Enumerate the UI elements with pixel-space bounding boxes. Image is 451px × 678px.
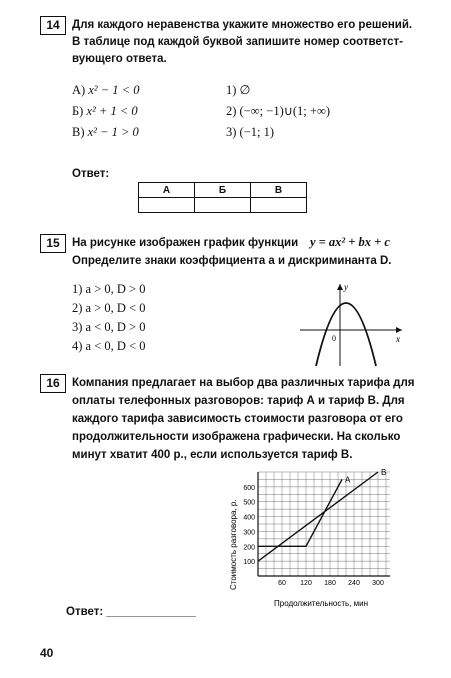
task-16-line1: Компания предлагает на выбор два различных тарифа для — [72, 377, 415, 389]
task-16-line2: оплаты телефонных разговоров: тариф А и тариф В. Для — [72, 395, 405, 407]
task-15-option-4: 4) a < 0, D < 0 — [72, 339, 146, 353]
chart-y-tick-label: 500 — [243, 499, 255, 507]
answer-option-1: 1) ∅ — [226, 83, 251, 97]
task-16-line3: каждого тарифа зависимость стоимости разговора от его — [72, 413, 403, 425]
graph-origin-label: 0 — [332, 334, 336, 343]
chart-grid — [258, 472, 390, 576]
answer-cell-a[interactable] — [139, 198, 195, 213]
chart-x-tick-label: 300 — [372, 580, 384, 587]
answer-option-2: 2) (−∞; −1)∪(1; +∞) — [226, 104, 331, 118]
task-14-text-line2: В таблице под каждой буквой запишите номер соответст- — [72, 36, 403, 48]
graph-x-label: x — [396, 334, 400, 344]
chart-x-tick-label: 180 — [324, 580, 336, 587]
answer-table-header-v: В — [251, 183, 307, 198]
page-number: 40 — [40, 646, 54, 660]
chart-y-axis-label: Стоимость разговора, р. — [229, 499, 238, 590]
chart-x-tick-label: 240 — [348, 580, 360, 587]
chart-x-tick-label: 60 — [278, 580, 286, 587]
chart-y-tick-label: 200 — [243, 544, 255, 552]
task-14-answer-label: Ответ: — [72, 168, 110, 180]
task-14-text-line1: Для каждого неравенства укажите множество его решений. — [72, 19, 413, 31]
graph-y-label: y — [344, 282, 348, 292]
task-16-number: 16 — [40, 374, 66, 393]
chart-y-tick-label: 400 — [243, 514, 255, 522]
inequality-a: А) x² − 1 < 0 — [72, 83, 140, 97]
chart-y-tick-label: 300 — [243, 529, 255, 537]
tariff-line-label-b: B — [381, 468, 387, 477]
answer-cell-b[interactable] — [195, 198, 251, 213]
chart-x-axis-label: Продолжительность, мин — [274, 599, 369, 608]
parabola-curve — [316, 303, 376, 366]
answer-table-header-b: Б — [195, 183, 251, 198]
y-axis-arrow-icon — [337, 284, 343, 290]
task-16-line4: продолжительности изображена графически. На сколько — [72, 431, 401, 443]
task-15-number: 15 — [40, 234, 66, 253]
inequality-v: В) x² − 1 > 0 — [72, 125, 139, 139]
chart-ticks — [243, 485, 384, 587]
task-14-text-line3: вующего ответа. — [72, 53, 167, 65]
chart-y-tick-label: 100 — [243, 559, 255, 567]
task-15-function: y = ax² + bx + c — [310, 235, 390, 249]
task-15-text-line1: На рисунке изображен график функции — [72, 237, 299, 249]
tariff-line-label-a: A — [345, 475, 351, 485]
answer-option-3: 3) (−1; 1) — [226, 125, 275, 139]
tariff-chart — [216, 466, 396, 614]
answer-cell-v[interactable] — [251, 198, 307, 213]
task-15-option-1: 1) a > 0, D > 0 — [72, 282, 146, 296]
task-16-answer-label: Ответ: ______________ — [66, 606, 196, 618]
chart-x-tick-label: 120 — [300, 580, 312, 587]
task-15-text-line2: Определите знаки коэффициента a и дискриминанта D. — [72, 255, 392, 267]
task-15-option-3: 3) a < 0, D > 0 — [72, 320, 146, 334]
task-14-number: 14 — [40, 16, 66, 35]
x-axis-arrow-icon — [396, 327, 402, 333]
task-14-answer-table — [138, 182, 307, 213]
answer-table-header-a: А — [139, 183, 195, 198]
inequality-b: Б) x² + 1 < 0 — [72, 104, 138, 118]
task-16-line5: минут хватит 400 р., если используется тариф В. — [72, 449, 353, 461]
chart-y-tick-label: 600 — [243, 484, 255, 492]
task-15-option-2: 2) a > 0, D < 0 — [72, 301, 146, 315]
tariff-line-a — [258, 479, 342, 546]
task-15-parabola-graph — [292, 280, 407, 368]
